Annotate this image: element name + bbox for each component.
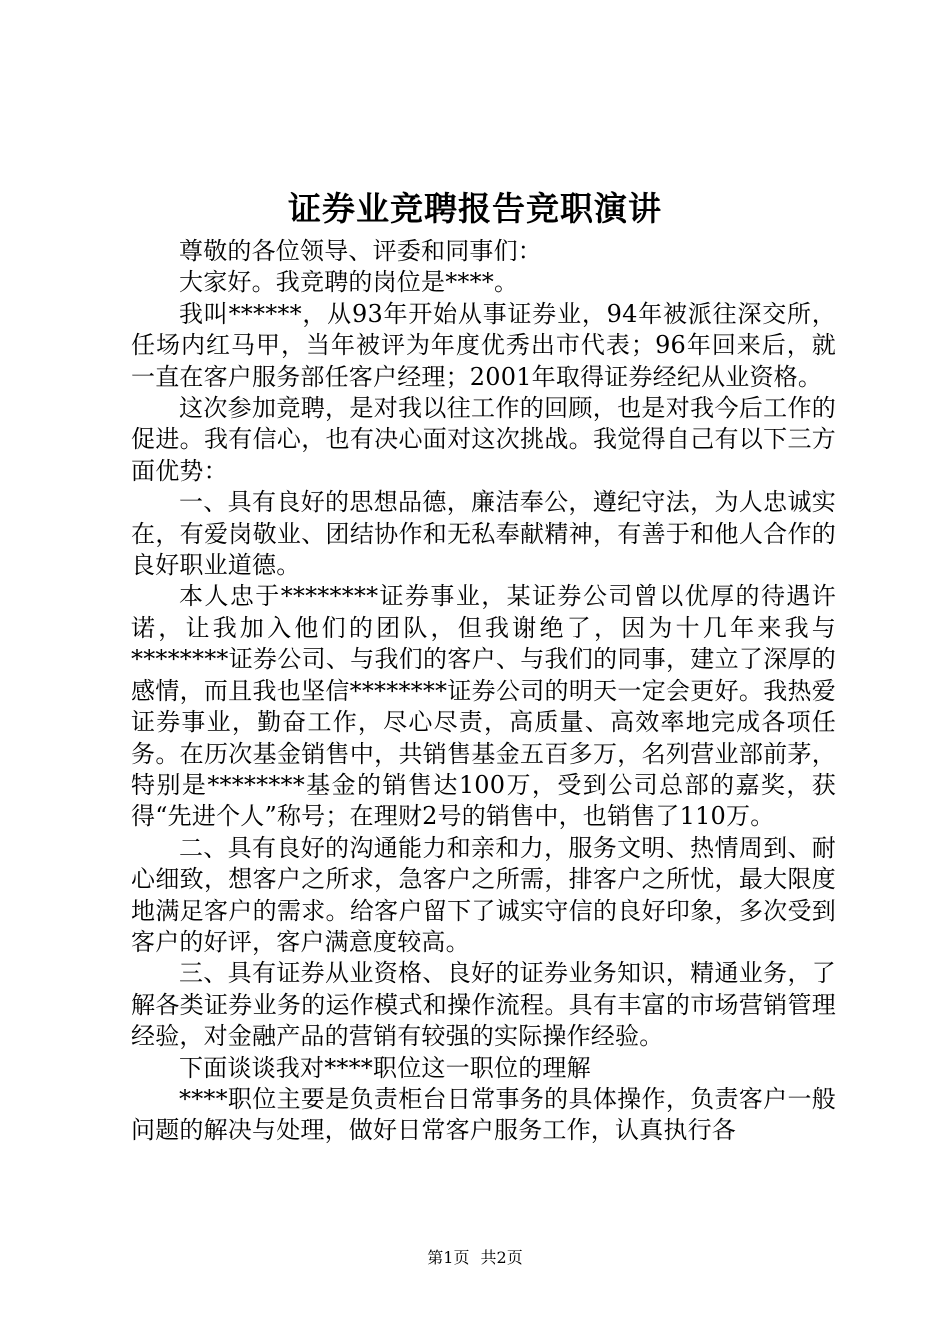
page-total: 共2页 [480, 1248, 523, 1267]
page-number: 第1页 [427, 1248, 470, 1267]
paragraph-salutation: 尊敬的各位领导、评委和同事们： [179, 237, 542, 265]
paragraph-advantage-3: 三、具有证券从业资格、良好的证券业务知识，精通业务，了解各类证券业务的运作模式和操作流程。具有丰富的市场营销管理经验，对金融产品的营销有较强的实际操作经验。 [131, 959, 836, 1051]
paragraph-role-understanding: 下面谈谈我对****职位这一职位的理解 [179, 1053, 591, 1082]
document-body [131, 236, 836, 1147]
paragraph-introduction: 我叫******，从93年开始从事证券业，94年被派往深交所，任场内红马甲，当年被评为年度优秀出市代表；96年回来后，就一直在客户服务部任客户经理；2001年取得证券经纪从业资格。 [131, 299, 836, 391]
page-footer [0, 1245, 950, 1268]
paragraph-advantage-1: 一、具有良好的思想品德，廉洁奉公，遵纪守法，为人忠诚实在，有爱岗敬业、团结协作和无私奉献精神，有善于和他人合作的良好职业道德。 [131, 488, 836, 580]
paragraph-loyalty: 本人忠于********证券事业，某证券公司曾以优厚的待遇许诺，让我加入他们的团队，但我谢绝了，因为十几年来我与********证券公司、与我们的客户、与我们的同事，建立了深厚的感情，而且我也坚信********证券公司的明天一定会更好。我热爱证券事业，勤奋工作，尽心尽责，高质量、高效率地完成各项任务。在历次基金销售中，共销售基金五百多万，名列营业部前茅，特别是********基金的销售达100万，受到公司总部的嘉奖，获得“先进个人”称号；在理财2号的销售中，也销售了110万。 [131, 582, 836, 831]
paragraph-greeting: 大家好。我竞聘的岗位是****。 [179, 268, 519, 297]
document-title: 证券业竞聘报告竞职演讲 [288, 189, 662, 228]
paragraph-role-duties: ****职位主要是负责柜台日常事务的具体操作，负责客户一般问题的解决与处理，做好日常客户服务工作，认真执行各 [131, 1084, 836, 1145]
paragraph-motivation: 这次参加竞聘，是对我以往工作的回顾，也是对我今后工作的促进。我有信心，也有决心面对这次挑战。我觉得自己有以下三方面优势： [131, 394, 836, 485]
paragraph-advantage-2: 二、具有良好的沟通能力和亲和力，服务文明、热情周到、耐心细致，想客户之所求，急客户之所需，排客户之所忧，最大限度地满足客户的需求。给客户留下了诚实守信的良好印象，多次受到客户的好评，客户满意度较高。 [131, 833, 836, 956]
